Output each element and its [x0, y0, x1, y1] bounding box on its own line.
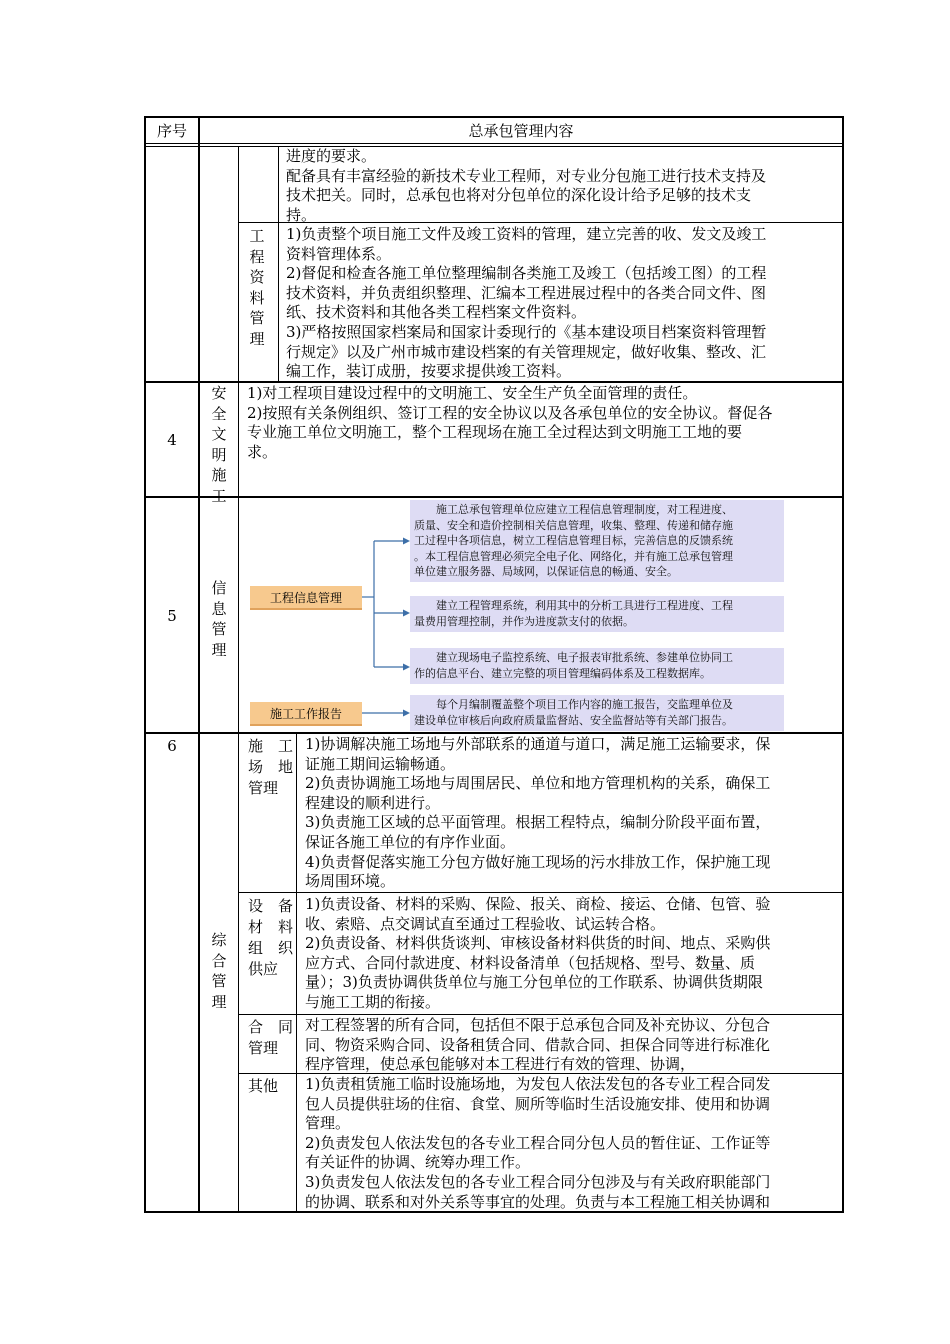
supply-text: 1)负责设备、材料的采购、保险、报关、商检、接运、仓储、包管、验 收、索赔、点交调试直至通过工程验收、试运转合格。 2)负责设备、材料供货谈判、审核设备材料供货的时间、地点、采购供 应方式、合同付款进度、材料设备清单（包括规格、型号、数量、质 量）；3)负责协调供货单位与施工分包单位的工作联系、协调供货期限 与施工工期的衔接。 — [305, 895, 771, 1011]
node-work-report: 施工工作报告 — [250, 702, 362, 726]
row6-category: 综 合 管 理 — [211, 931, 227, 1011]
row4-text: 1)对工程项目建设过程中的文明施工、安全生产负全面管理的责任。 2)按照有关条例组织、签订工程的安全协议以及各承包单位的安全协议。督促各 专业施工单位文明施工，整个工程现场在施工全过程达到文明施工工地的要 求。 — [247, 384, 773, 461]
other-text: 1)负责租赁施工临时设施场地，为发包人依法发包的各专业工程合同发 包人员提供驻场的住宿、食堂、厕所等临时生活设施安排、使用和协调 管理。 2)负责发包人依法发包的各专业工程合同分包人员的暂住证、工作证等 有关证件的协调、统筹办理工作。 3)负责发包人依法发包的各专业工程合同分包涉及与有关政府职能部门 的协调、联系和对外关系等事宜的处理。负责与本工程施工相关协调和 — [305, 1075, 771, 1211]
row5-category: 信 息 管 理 — [211, 579, 227, 659]
info-box-2: 建立工程管理系统，利用其中的分析工具进行工程进度、工程 量费用管理控制，并作为进度款支付的依据。 — [410, 596, 784, 632]
other-sub-label: 其他 — [248, 1077, 279, 1095]
header-seq: 序号 — [156, 122, 187, 140]
info-box-4: 每个月编制覆盖整个项目工作内容的施工报告，交监理单位及 建设单位审核后向政府质量监督站、安全监督站等有关部门报告。 — [410, 695, 784, 731]
site-text: 1)协调解决施工场地与外部联系的通道与道口，满足施工运输要求，保 证施工期间运输畅通。 2)负责协调施工场地与周围居民、单位和地方管理机构的关系，确保工 程建设的顺利进行。 3)负责施工区域的总平面管理。根据工程特点，编制分阶段平面布置， 保证各施工单位的有序作业面。 4)负责督促落实施工分包方做好施工现场的污水排放工作，保护施工现 场周围环境。 — [305, 735, 771, 891]
row6-seq: 6 — [167, 737, 177, 755]
info-box-3: 建立现场电子监控系统、电子报表审批系统、参建单位协同工 作的信息平台、建立完整的项目管理编码体系及工程数据库。 — [410, 648, 784, 684]
archive-text: 1)负责整个项目施工文件及竣工资料的管理，建立完善的收、发文及竣工 资料管理体系。 2)督促和检查各施工单位整理编制各类施工及竣工（包括竣工图）的工程 技术资料，并负责组织整理、汇编本工程进展过程中的各类合同文件、图 纸、技术资料和其他各类工程档案文件资料。 3)严格按照国家档案局和国家计委现行的《基本建设项目档案资料管理暂 行规定》以及广州市城市建设档案的有关管理规定，做好收集、整改、汇 编工作，装订成册，按要求提供竣工资料。 — [286, 225, 767, 381]
node-info-management: 工程信息管理 — [250, 586, 362, 610]
row5-seq: 5 — [167, 607, 177, 625]
row4-category: 安 全 文 明 施 工 — [211, 384, 227, 505]
header-content: 总承包管理内容 — [468, 122, 574, 140]
row4-seq: 4 — [167, 431, 177, 449]
info-box-1: 施工总承包管理单位应建立工程信息管理制度，对工程进度、 质量、安全和造价控制相关信息管理，收集、整理、传递和储存施 工过程中各项信息，树立工程信息管理目标，完善信息的反馈系统 。本工程信息管理必须完全电子化、网络化，并有施工总承包管理 单位建立服务器、局域网，以保证信息的畅通、安全。 — [410, 500, 784, 582]
contract-text: 对工程签署的所有合同，包括但不限于总承包合同及补充协议、分包合 同、物资采购合同、设备租赁合同、借款合同、担保合同等进行标准化 程序管理，使总承包能够对本工程进行有效的管理、协调， — [305, 1016, 771, 1074]
supply-sub-label: 设 备 材 料 组 织 供应 — [248, 897, 294, 978]
prev-row-text: 进度的要求。 配备具有丰富经验的新技术专业工程师，对专业分包施工进行技术支持及 技术把关。同时，总承包也将对分包单位的深化设计给予足够的技术支 持。 — [286, 147, 767, 224]
site-sub-label: 施 工 场 地 管理 — [248, 737, 294, 797]
archive-sub-label: 工 程 资 料 管 理 — [249, 227, 265, 348]
contract-sub-label: 合 同 管理 — [248, 1018, 294, 1057]
